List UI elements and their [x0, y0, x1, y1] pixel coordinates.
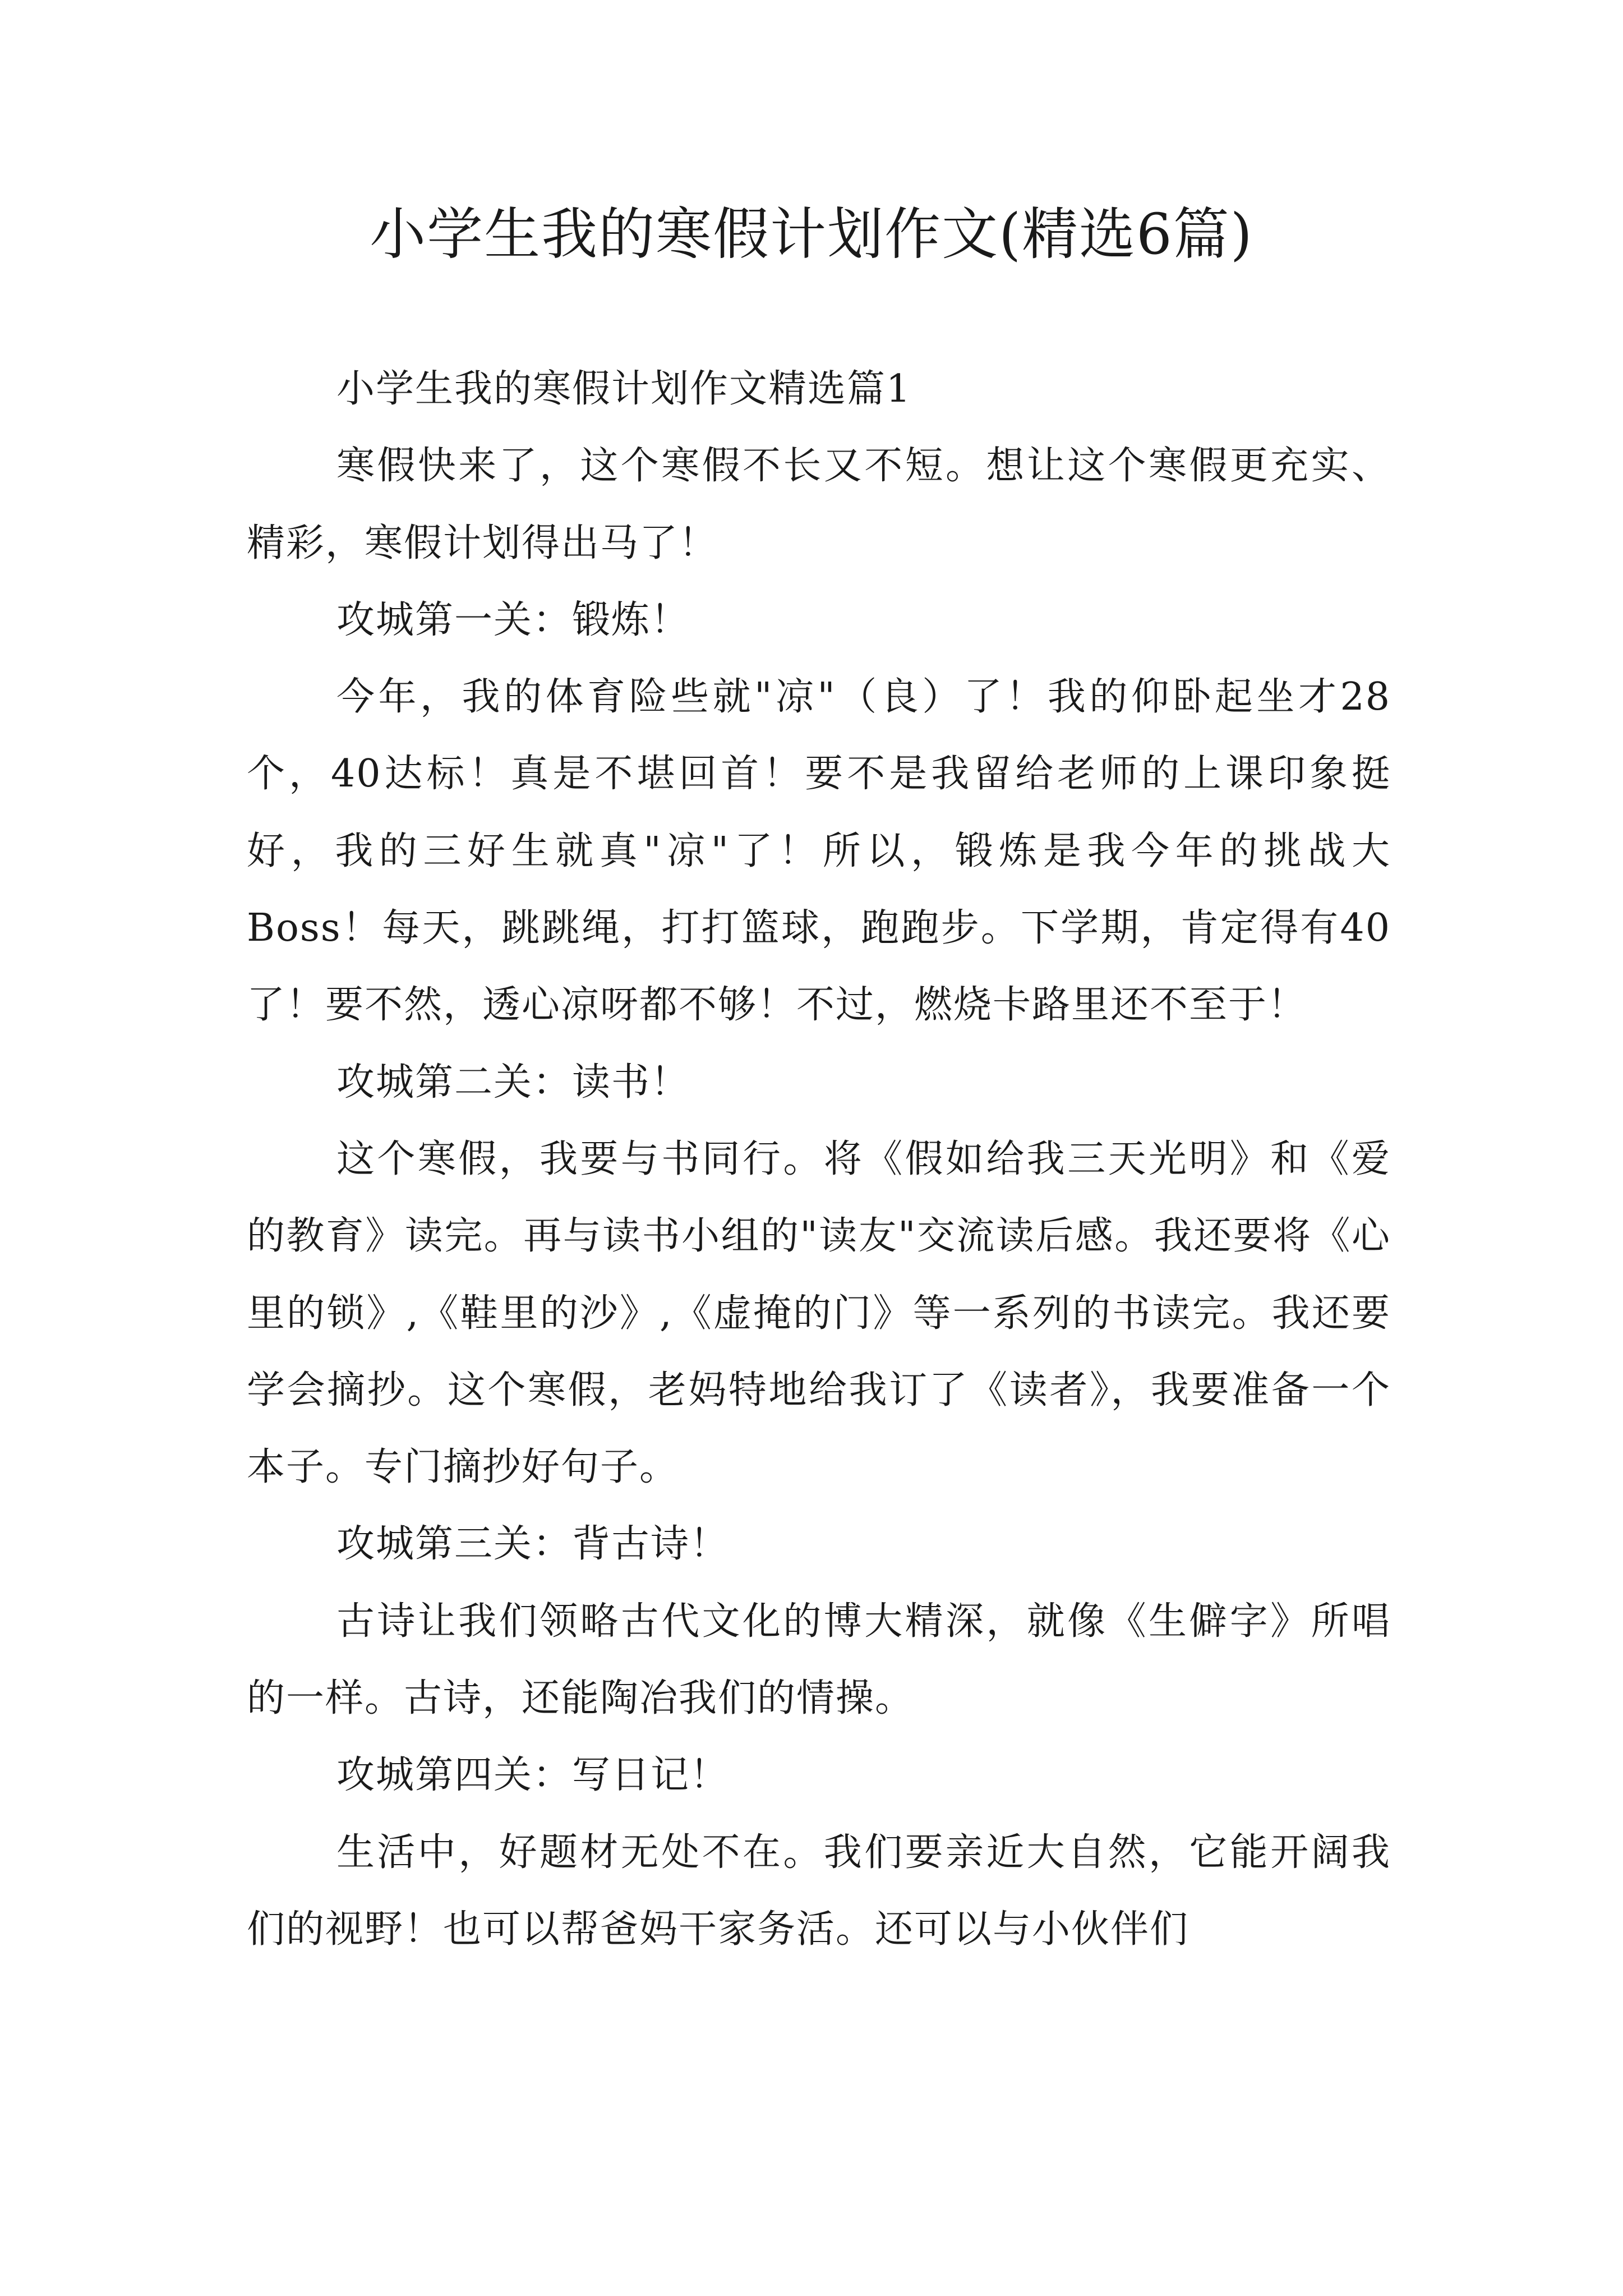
body-paragraph: 生活中，好题材无处不在。我们要亲近大自然，它能开阔我们的视野！也可以帮爸妈干家务活。还可以与小伙伴们	[247, 1830, 1391, 1952]
body-paragraph: 今年，我的体育险些就"凉"（良）了！我的仰卧起坐才28个，40达标！真是不堪回首！要不是我留给老师的上课印象挺好，我的三好生就真"凉"了！所以，锻炼是我今年的挑战大Boss！每天，跳跳绳，打打篮球，跑跑步。下学期，肯定得有40了！要不然，透心凉呀都不够！不过，燃烧卡路里还不至于！	[247, 675, 1391, 1028]
section-heading: 攻城第二关：读书！	[336, 1060, 690, 1105]
section-heading: 攻城第四关：写日记！	[336, 1753, 730, 1798]
body-paragraph: 这个寒假，我要与书同行。将《假如给我三天光明》和《爱的教育》读完。再与读书小组的"读友"交流读后感。我还要将《心里的锁》,《鞋里的沙》,《虚掩的门》等一系列的书读完。我还要学会摘抄。这个寒假，老妈特地给我订了《读者》，我要准备一个本子。专门摘抄好句子。	[247, 1137, 1391, 1490]
document-body	[247, 351, 1391, 1968]
body-paragraph: 寒假快来了，这个寒假不长又不短。想让这个寒假更充实、精彩，寒假计划得出马了！	[247, 444, 1391, 565]
section-heading: 小学生我的寒假计划作文精选篇1	[336, 367, 912, 411]
body-paragraph: 古诗让我们领略古代文化的博大精深，就像《生僻字》所唱的一样。古诗，还能陶冶我们的情操。	[247, 1599, 1391, 1721]
document-title: 小学生我的寒假计划作文(精选6篇)	[370, 201, 1253, 267]
section-heading: 攻城第一关：锻炼！	[336, 597, 690, 642]
section-heading: 攻城第三关：背古诗！	[336, 1522, 730, 1567]
